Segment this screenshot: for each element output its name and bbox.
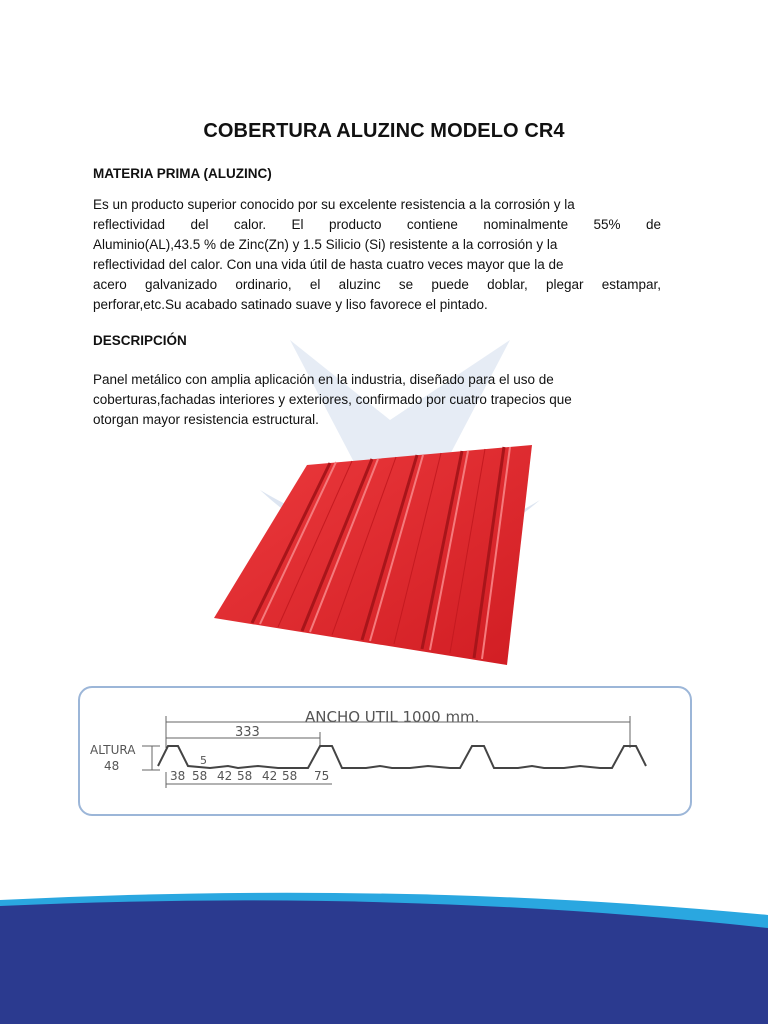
height-label: ALTURA xyxy=(90,743,136,757)
paragraph-line: Aluminio(AL),43.5 % de Zinc(Zn) y 1.5 Silicio (Si) resistente a la corrosión y la xyxy=(93,237,558,252)
width-label: ANCHO UTIL 1000 mm. xyxy=(305,708,480,726)
paragraph-line: perforar,etc.Su acabado satinado suave y liso favorece el pintado. xyxy=(93,297,488,312)
roof-panel-image xyxy=(212,440,542,670)
pitch-label: 333 xyxy=(235,725,260,740)
dimension-label: 42 xyxy=(217,769,233,783)
page-title: COBERTURA ALUZINC MODELO CR4 xyxy=(203,120,565,142)
dimension-label: 58 xyxy=(282,769,298,783)
section-heading-descripcion: DESCRIPCIÓN xyxy=(93,333,187,348)
section-heading-materia-prima: MATERIA PRIMA (ALUZINC) xyxy=(93,166,272,181)
paragraph-line: reflectividad del calor. El producto contiene nominalmente 55% de xyxy=(93,217,661,232)
paragraph-line: otorgan mayor resistencia estructural. xyxy=(93,412,319,427)
paragraph-line: coberturas,fachadas interiores y exteriores, confirmado por cuatro trapecios que xyxy=(93,392,572,407)
paragraph-line: Panel metálico con amplia aplicación en la industria, diseñado para el uso de xyxy=(93,372,554,387)
paragraph-line: acero galvanizado ordinario, el aluzinc se puede doblar, plegar estampar, xyxy=(93,277,661,292)
materia-prima-paragraph xyxy=(93,195,661,315)
dimension-label: 38 xyxy=(170,769,186,783)
small-dim-label: 5 xyxy=(200,754,207,767)
dimension-label: 42 xyxy=(262,769,278,783)
dimension-label: 75 xyxy=(314,769,330,783)
height-value: 48 xyxy=(104,759,120,773)
paragraph-line: reflectividad del calor. Con una vida útil de hasta cuatro veces mayor que la de xyxy=(93,257,564,272)
paragraph-line: Es un producto superior conocido por su excelente resistencia a la corrosión y la xyxy=(93,197,575,212)
footer-wave xyxy=(0,880,768,1024)
dimension-label: 58 xyxy=(237,769,253,783)
dimension-label: 58 xyxy=(192,769,208,783)
descripcion-paragraph xyxy=(93,370,661,430)
profile-diagram xyxy=(78,686,692,816)
